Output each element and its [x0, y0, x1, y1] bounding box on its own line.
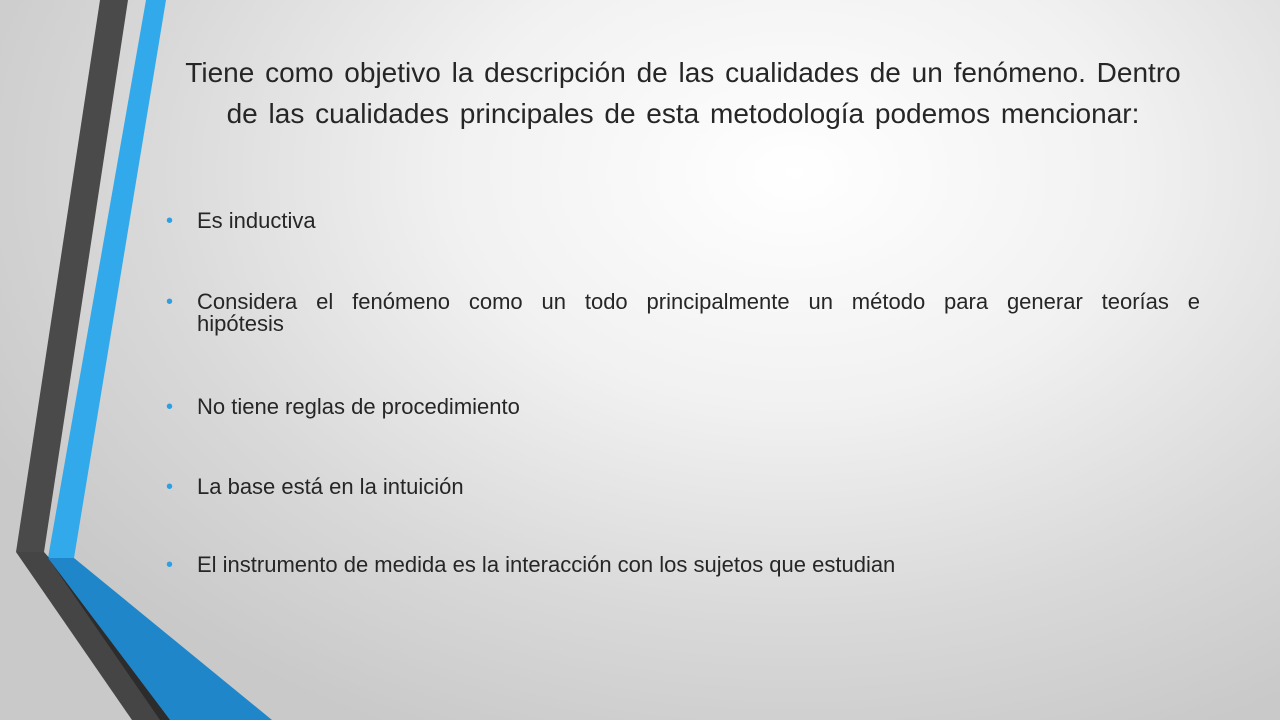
slide-title: Tiene como objetivo la descripción de las cualidades de un fenómeno. Dentro de las cualidades principales de esta metodología podemos mencionar:: [185, 57, 1181, 129]
bullet-item: [166, 210, 1200, 232]
bullet-icon: •: [166, 554, 174, 576]
bullet-item: [166, 476, 1200, 498]
bullet-icon: •: [166, 396, 174, 418]
bullet-text: El instrumento de medida es la interacción con los sujetos que estudian: [197, 552, 896, 577]
bullet-icon: •: [166, 210, 174, 232]
bullet-icon: •: [166, 476, 174, 498]
bullet-item: [166, 291, 1200, 335]
bullet-item: [166, 396, 1200, 418]
bullet-icon: •: [166, 291, 174, 313]
bullet-text: La base está en la intuición: [197, 474, 464, 499]
bullet-text: Considera el fenómeno como un todo principalmente un método para generar teorías e hipótesis: [197, 289, 1200, 336]
bullet-text: No tiene reglas de procedimiento: [197, 394, 520, 419]
bullet-text: Es inductiva: [197, 208, 316, 233]
bullet-item: [166, 554, 1200, 576]
